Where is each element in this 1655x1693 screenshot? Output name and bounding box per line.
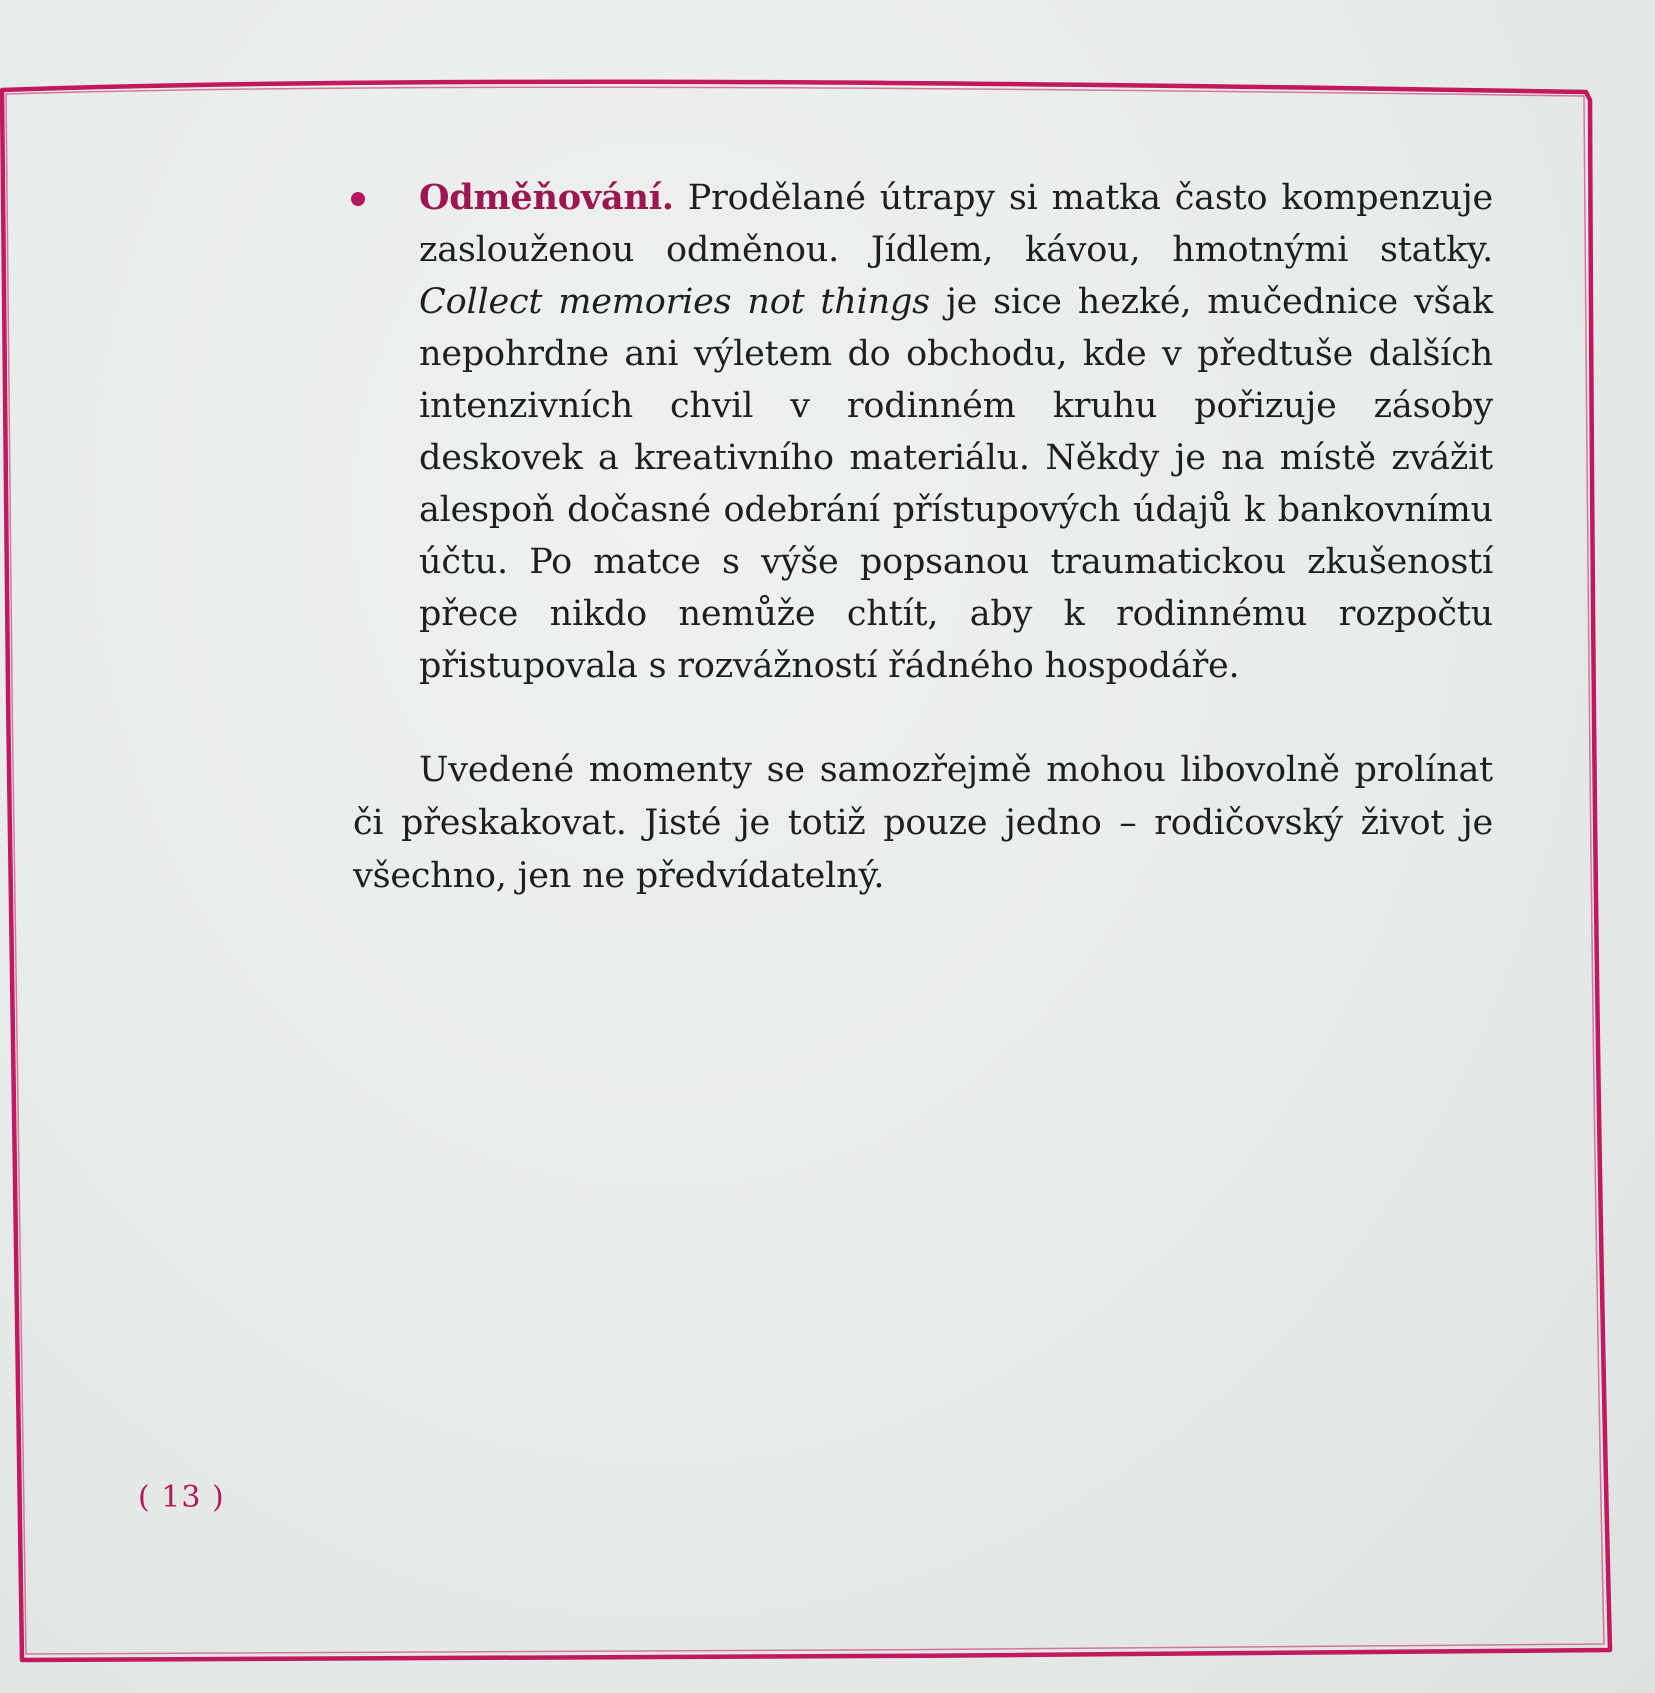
closing-paragraph: Uvedené momenty se samozřejmě mohou libovolně prolínat či přeskakovat. Jisté je totiž pouze jedno – rodičovský život je všechno, jen ne předvídatelný.: [353, 750, 1493, 896]
bullet-italic-phrase: Collect memories not things: [419, 282, 930, 322]
bullet-text-end: je sice hezké, mučednice však nepohrdne ani výletem do obchodu, kde v předtuše dalších intenzivních chvil v rodinném kruhu pořizuje zásoby deskovek a kreativního materiálu. Někdy je na místě zvážit alespoň dočasné odebrání přístupových údajů k bankovnímu účtu. Po matce s výše popsanou traumatickou zkušeností přece nikdo nemůže chtít, aby k rodinnému rozpočtu přistupovala s rozvážností řádného hospodáře.: [419, 282, 1493, 686]
text-column: [353, 172, 1493, 938]
bullet-dot-icon: [351, 192, 365, 206]
bullet-term: Odměňování.: [419, 177, 674, 218]
page-number: ( 13 ): [138, 1480, 225, 1515]
bullet-item: [353, 172, 1493, 692]
bullet-text-start: Prodělané útrapy si matka často kompenzuje zaslouženou odměnou. Jídlem, kávou, hmotnými statky.: [419, 178, 1493, 270]
